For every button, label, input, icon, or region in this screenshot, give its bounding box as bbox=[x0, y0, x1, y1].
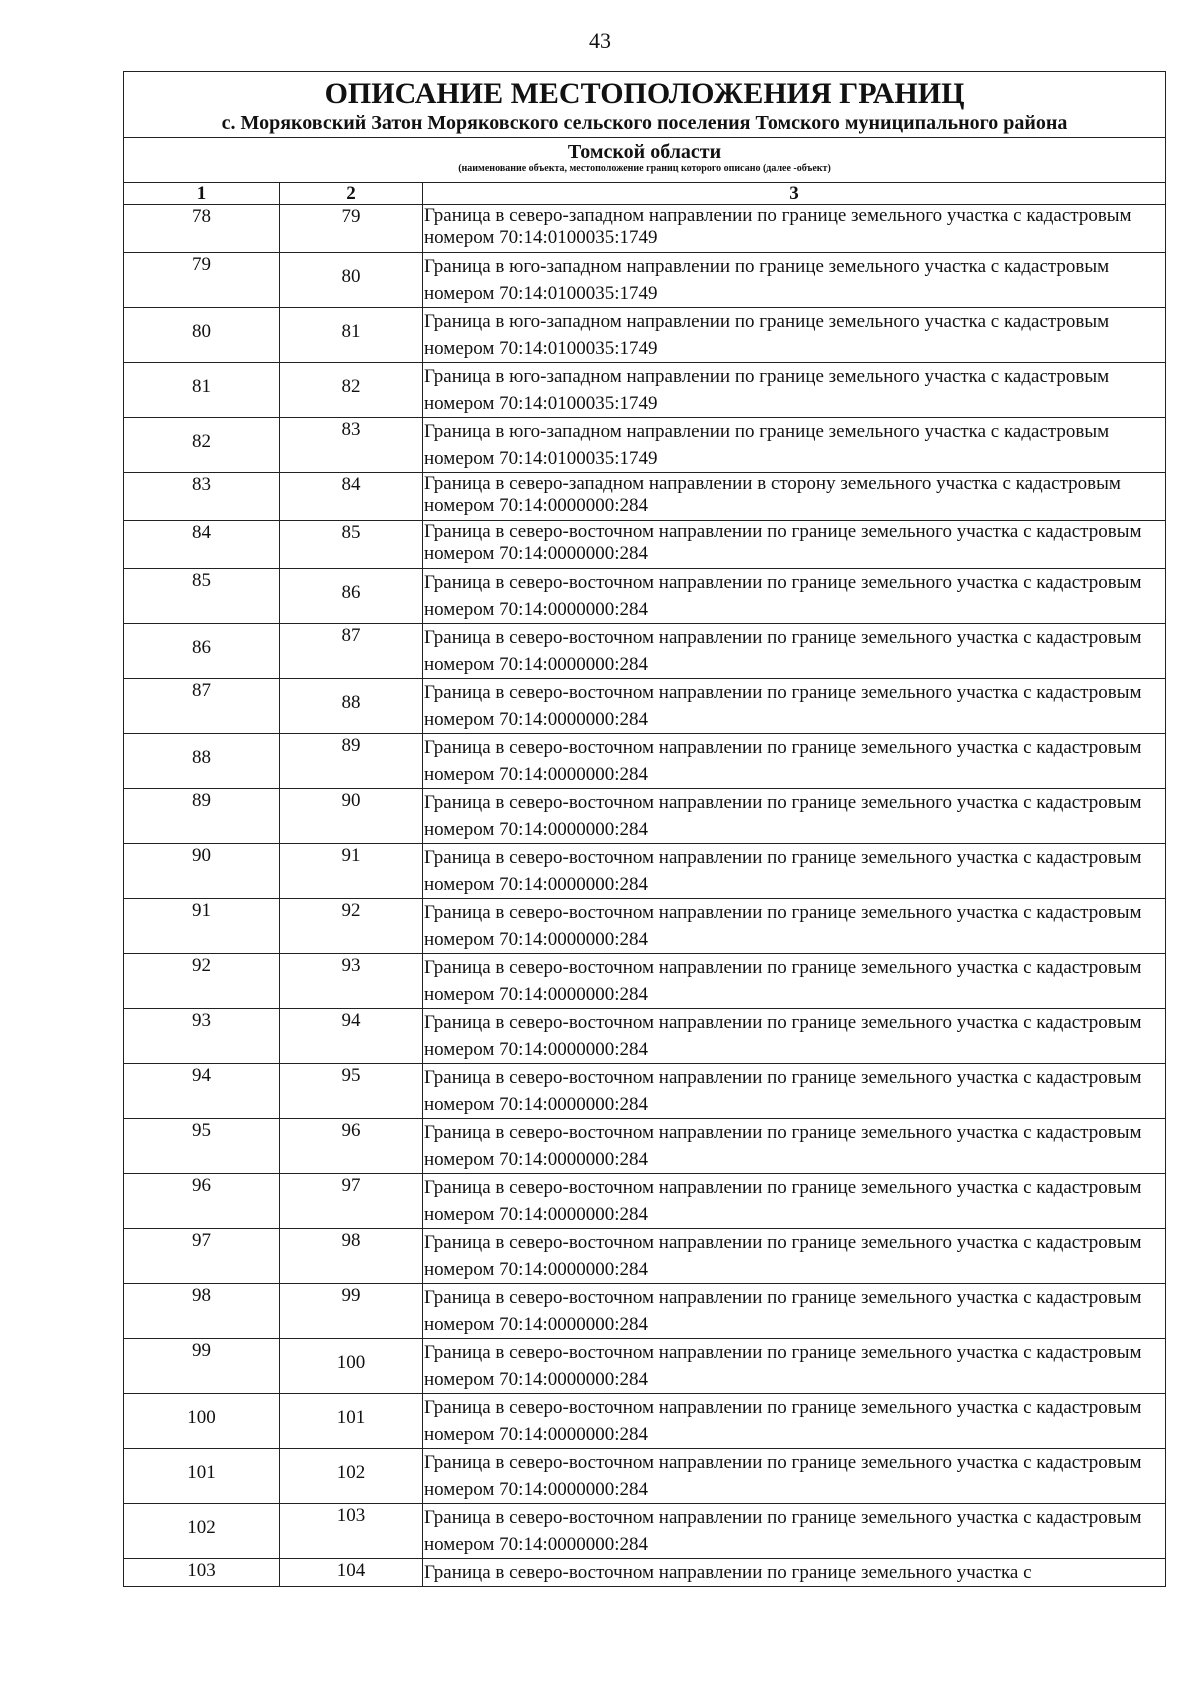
boundary-description: Граница в юго-западном направлении по границе земельного участка с кадастровым номером 70:14:0100035:1749 bbox=[423, 418, 1166, 473]
point-to: 98 bbox=[341, 1230, 361, 1251]
point-to-cell bbox=[280, 1394, 423, 1449]
page-number: 43 bbox=[589, 28, 611, 53]
point-from-cell bbox=[124, 679, 280, 734]
document-subtitle: с. Моряковский Затон Моряковского сельского поселения Томского муниципального района bbox=[221, 112, 1068, 134]
table-row bbox=[124, 1559, 1166, 1587]
point-to: 88 bbox=[341, 692, 361, 713]
table-row bbox=[124, 363, 1166, 418]
point-from-cell bbox=[124, 624, 280, 679]
point-to-cell bbox=[280, 473, 423, 521]
boundary-description: Граница в северо-западном направлении в сторону земельного участка с кадастровым номером 70:14:0000000:284 bbox=[423, 473, 1166, 521]
document-title-cell bbox=[124, 72, 1166, 138]
table-row bbox=[124, 844, 1166, 899]
point-from: 81 bbox=[192, 376, 211, 397]
point-from: 78 bbox=[192, 206, 211, 227]
point-from-cell bbox=[124, 253, 280, 308]
point-to: 103 bbox=[336, 1505, 366, 1526]
point-to-cell bbox=[280, 521, 423, 569]
point-from: 96 bbox=[192, 1175, 211, 1196]
point-to-cell bbox=[280, 1064, 423, 1119]
point-to: 87 bbox=[341, 625, 361, 646]
point-from-cell bbox=[124, 954, 280, 1009]
boundary-description: Граница в северо-восточном направлении по границе земельного участка с кадастровым номером 70:14:0000000:284 bbox=[423, 1064, 1166, 1119]
point-to: 82 bbox=[341, 376, 361, 397]
point-to: 102 bbox=[336, 1462, 366, 1483]
point-from: 103 bbox=[187, 1560, 216, 1581]
boundary-description: Граница в юго-западном направлении по границе земельного участка с кадастровым номером 70:14:0100035:1749 bbox=[423, 308, 1166, 363]
table-row bbox=[124, 1229, 1166, 1284]
point-from-cell bbox=[124, 1504, 280, 1559]
object-name-cell bbox=[124, 138, 1166, 183]
point-to-cell bbox=[280, 1504, 423, 1559]
point-to: 91 bbox=[341, 845, 361, 866]
point-to-cell bbox=[280, 1284, 423, 1339]
boundary-description: Граница в северо-восточном направлении по границе земельного участка с кадастровым номером 70:14:0000000:284 bbox=[423, 569, 1166, 624]
point-to-cell bbox=[280, 734, 423, 789]
point-to: 90 bbox=[341, 790, 361, 811]
point-to-cell bbox=[280, 1559, 423, 1587]
boundary-description: Граница в северо-восточном направлении по границе земельного участка с кадастровым номером 70:14:0000000:284 bbox=[423, 1009, 1166, 1064]
boundary-description: Граница в северо-восточном направлении по границе земельного участка с кадастровым номером 70:14:0000000:284 bbox=[423, 1229, 1166, 1284]
table-row bbox=[124, 789, 1166, 844]
point-from: 89 bbox=[192, 790, 211, 811]
table-row bbox=[124, 954, 1166, 1009]
point-to-cell bbox=[280, 844, 423, 899]
boundary-description: Граница в юго-западном направлении по границе земельного участка с кадастровым номером 70:14:0100035:1749 bbox=[423, 253, 1166, 308]
table-row bbox=[124, 1394, 1166, 1449]
point-from-cell bbox=[124, 363, 280, 418]
table-row bbox=[124, 1119, 1166, 1174]
point-from-cell bbox=[124, 1119, 280, 1174]
point-to-cell bbox=[280, 954, 423, 1009]
point-to-cell bbox=[280, 1174, 423, 1229]
point-to: 100 bbox=[336, 1352, 366, 1373]
point-to-cell bbox=[280, 1339, 423, 1394]
point-from-cell bbox=[124, 1174, 280, 1229]
boundary-description: Граница в северо-восточном направлении по границе земельного участка с кадастровым номером 70:14:0000000:284 bbox=[423, 899, 1166, 954]
boundary-description: Граница в северо-восточном направлении по границе земельного участка с кадастровым номером 70:14:0000000:284 bbox=[423, 521, 1166, 569]
point-from-cell bbox=[124, 1559, 280, 1587]
point-from-cell bbox=[124, 1339, 280, 1394]
point-from: 88 bbox=[192, 747, 211, 768]
point-from: 99 bbox=[192, 1340, 211, 1361]
point-to: 83 bbox=[341, 419, 361, 440]
point-from: 92 bbox=[192, 955, 211, 976]
table-row bbox=[124, 1339, 1166, 1394]
boundary-description: Граница в северо-восточном направлении по границе земельного участка с кадастровым номером 70:14:0000000:284 bbox=[423, 1504, 1166, 1559]
point-to-cell bbox=[280, 1009, 423, 1064]
table-row bbox=[124, 1174, 1166, 1229]
boundary-description: Граница в северо-восточном направлении по границе земельного участка с кадастровым номером 70:14:0000000:284 bbox=[423, 1284, 1166, 1339]
point-to: 80 bbox=[341, 266, 361, 287]
object-note: (наименование объекта, местоположение границ которого описано (далее -объект) bbox=[458, 163, 831, 174]
point-from-cell bbox=[124, 1449, 280, 1504]
table-row bbox=[124, 308, 1166, 363]
boundary-description: Граница в северо-восточном направлении по границе земельного участка с кадастровым номером 70:14:0000000:284 bbox=[423, 679, 1166, 734]
point-from: 97 bbox=[192, 1230, 211, 1251]
table-row bbox=[124, 1504, 1166, 1559]
point-from-cell bbox=[124, 899, 280, 954]
point-from-cell bbox=[124, 473, 280, 521]
point-from-cell bbox=[124, 1009, 280, 1064]
boundary-description: Граница в северо-восточном направлении по границе земельного участка с кадастровым номером 70:14:0000000:284 bbox=[423, 1119, 1166, 1174]
column-header-1: 1 bbox=[124, 183, 280, 205]
point-from: 80 bbox=[192, 321, 211, 342]
table-row bbox=[124, 1284, 1166, 1339]
point-to: 96 bbox=[341, 1120, 361, 1141]
point-from: 102 bbox=[187, 1517, 216, 1538]
point-from-cell bbox=[124, 1284, 280, 1339]
point-from-cell bbox=[124, 1064, 280, 1119]
table-row bbox=[124, 1009, 1166, 1064]
point-from: 84 bbox=[192, 522, 211, 543]
point-to-cell bbox=[280, 1449, 423, 1504]
point-to: 99 bbox=[341, 1285, 361, 1306]
point-from-cell bbox=[124, 789, 280, 844]
point-from-cell bbox=[124, 308, 280, 363]
point-from: 85 bbox=[192, 570, 211, 591]
table-row bbox=[124, 899, 1166, 954]
point-to: 86 bbox=[341, 582, 361, 603]
point-to: 97 bbox=[341, 1175, 361, 1196]
point-from: 79 bbox=[192, 254, 211, 275]
point-from-cell bbox=[124, 418, 280, 473]
table-row bbox=[124, 1449, 1166, 1504]
point-to: 81 bbox=[341, 321, 361, 342]
table-row bbox=[124, 569, 1166, 624]
table-row bbox=[124, 473, 1166, 521]
boundary-description: Граница в северо-восточном направлении по границе земельного участка с кадастровым номером 70:14:0000000:284 bbox=[423, 789, 1166, 844]
table-body bbox=[124, 205, 1166, 1587]
point-from-cell bbox=[124, 521, 280, 569]
point-from-cell bbox=[124, 844, 280, 899]
point-to: 84 bbox=[341, 474, 361, 495]
point-to-cell bbox=[280, 205, 423, 253]
boundary-description: Граница в северо-восточном направлении по границе земельного участка с кадастровым номером 70:14:0000000:284 bbox=[423, 1339, 1166, 1394]
region-name: Томской области bbox=[567, 141, 722, 163]
point-to: 92 bbox=[341, 900, 361, 921]
point-to-cell bbox=[280, 899, 423, 954]
point-from-cell bbox=[124, 1229, 280, 1284]
point-from: 93 bbox=[192, 1010, 211, 1031]
point-from: 98 bbox=[192, 1285, 211, 1306]
table-row bbox=[124, 205, 1166, 253]
boundary-description: Граница в северо-восточном направлении по границе земельного участка с кадастровым номером 70:14:0000000:284 bbox=[423, 734, 1166, 789]
table-row bbox=[124, 734, 1166, 789]
point-from-cell bbox=[124, 734, 280, 789]
boundary-description: Граница в северо-восточном направлении по границе земельного участка с кадастровым номером 70:14:0000000:284 bbox=[423, 1449, 1166, 1504]
point-from: 95 bbox=[192, 1120, 211, 1141]
boundary-description: Граница в северо-восточном направлении по границе земельного участка с кадастровым номером 70:14:0000000:284 bbox=[423, 1174, 1166, 1229]
point-to: 95 bbox=[341, 1065, 361, 1086]
table-row bbox=[124, 679, 1166, 734]
point-from: 90 bbox=[192, 845, 211, 866]
boundary-description: Граница в северо-восточном направлении по границе земельного участка с кадастровым номером 70:14:0000000:284 bbox=[423, 1394, 1166, 1449]
boundary-description: Граница в северо-восточном направлении по границе земельного участка с кадастровым номером 70:14:0000000:284 bbox=[423, 844, 1166, 899]
point-to: 104 bbox=[336, 1560, 366, 1581]
point-from: 101 bbox=[187, 1462, 216, 1483]
point-to-cell bbox=[280, 789, 423, 844]
point-to-cell bbox=[280, 308, 423, 363]
point-to-cell bbox=[280, 569, 423, 624]
point-to-cell bbox=[280, 624, 423, 679]
point-to: 79 bbox=[341, 206, 361, 227]
boundary-description: Граница в северо-восточном направлении по границе земельного участка с кадастровым номером 70:14:0000000:284 bbox=[423, 624, 1166, 679]
document-title: ОПИСАНИЕ МЕСТОПОЛОЖЕНИЯ ГРАНИЦ bbox=[324, 77, 965, 110]
boundary-description-table-frame bbox=[123, 71, 1165, 1587]
point-from-cell bbox=[124, 569, 280, 624]
point-to: 89 bbox=[341, 735, 361, 756]
column-header-3: 3 bbox=[423, 183, 1166, 205]
point-from: 94 bbox=[192, 1065, 211, 1086]
point-from-cell bbox=[124, 205, 280, 253]
point-from: 82 bbox=[192, 431, 211, 452]
boundary-description-table bbox=[123, 71, 1166, 1587]
table-row bbox=[124, 1064, 1166, 1119]
point-to-cell bbox=[280, 363, 423, 418]
boundary-description: Граница в северо-западном направлении по границе земельного участка с кадастровым номером 70:14:0100035:1749 bbox=[423, 205, 1166, 253]
point-to-cell bbox=[280, 1119, 423, 1174]
point-to: 93 bbox=[341, 955, 361, 976]
point-to-cell bbox=[280, 1229, 423, 1284]
point-to: 101 bbox=[336, 1407, 366, 1428]
table-row bbox=[124, 253, 1166, 308]
boundary-description: Граница в северо-восточном направлении по границе земельного участка с кадастровым номером 70:14:0000000:284 bbox=[423, 954, 1166, 1009]
point-to-cell bbox=[280, 679, 423, 734]
table-row bbox=[124, 521, 1166, 569]
point-from: 100 bbox=[187, 1407, 216, 1428]
point-from: 86 bbox=[192, 637, 211, 658]
point-from: 91 bbox=[192, 900, 211, 921]
point-to: 85 bbox=[341, 522, 361, 543]
boundary-description: Граница в северо-восточном направлении по границе земельного участка с bbox=[423, 1559, 1166, 1587]
point-from-cell bbox=[124, 1394, 280, 1449]
boundary-description: Граница в юго-западном направлении по границе земельного участка с кадастровым номером 70:14:0100035:1749 bbox=[423, 363, 1166, 418]
point-to: 94 bbox=[341, 1010, 361, 1031]
point-from: 87 bbox=[192, 680, 211, 701]
point-from: 83 bbox=[192, 474, 211, 495]
table-row bbox=[124, 624, 1166, 679]
column-header-2: 2 bbox=[280, 183, 423, 205]
point-to-cell bbox=[280, 253, 423, 308]
point-to-cell bbox=[280, 418, 423, 473]
table-row bbox=[124, 418, 1166, 473]
